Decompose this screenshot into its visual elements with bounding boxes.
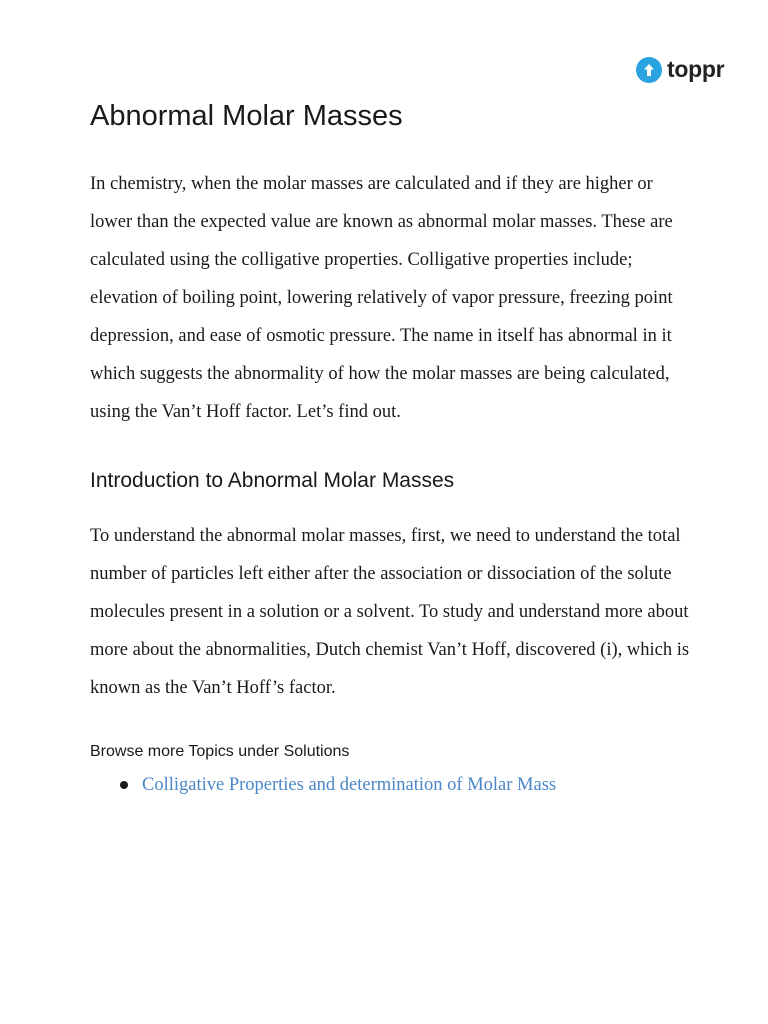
list-item <box>142 771 690 799</box>
arrow-up-circle-icon <box>636 57 662 83</box>
section-heading: Introduction to Abnormal Molar Masses <box>90 469 455 492</box>
section-paragraph: To understand the abnormal molar masses, first, we need to understand the total number of particles left either after the association or dissociation of the solute molecules present in a solution or a solvent. To study and understand more about more about the abnormalities, Dutch chemist Van’t Hoff, discovered (i), which is known as the Van’t Hoff’s factor. <box>90 526 690 698</box>
topic-link[interactable]: Colligative Properties and determination of Molar Mass <box>142 775 557 795</box>
toppr-logo[interactable] <box>636 56 724 83</box>
bullet-icon <box>120 781 128 789</box>
topics-list <box>90 771 690 799</box>
page-title: Abnormal Molar Masses <box>90 100 403 132</box>
intro-paragraph: In chemistry, when the molar masses are calculated and if they are higher or lower than the expected value are known as abnormal molar masses. These are calculated using the colligative properties. Colligative properties include; elevation of boiling point, lowering relatively of vapor pressure, freezing point depression, and ease of osmotic pressure. The name in itself has abnormal in it which suggests the abnormality of how the molar masses are being calculated, using the Van’t Hoff factor. Let’s find out. <box>90 174 673 422</box>
browse-topics-heading: Browse more Topics under Solutions <box>90 743 350 760</box>
logo-text: toppr <box>667 56 725 82</box>
article <box>90 100 690 799</box>
